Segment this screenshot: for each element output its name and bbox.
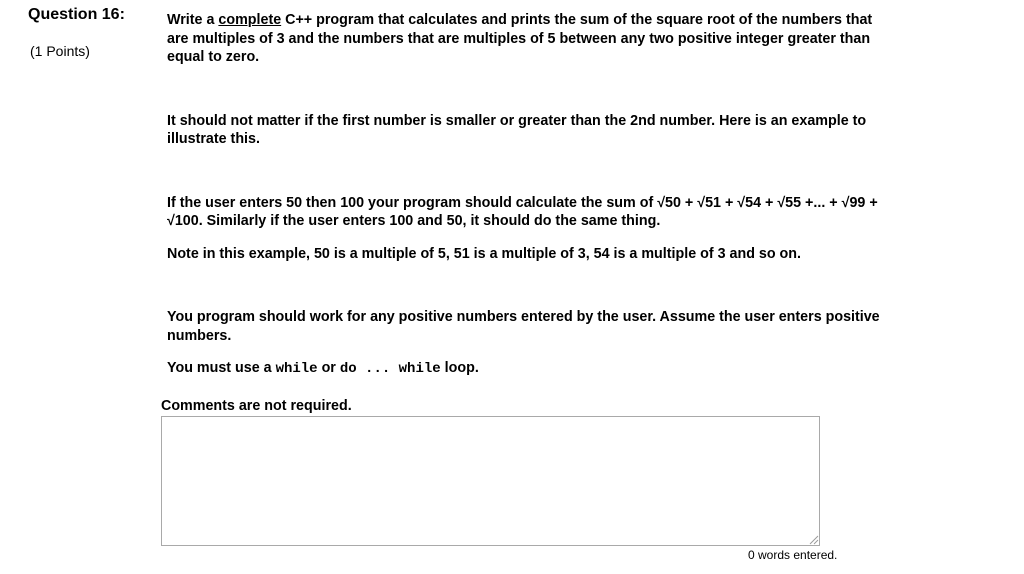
emphasis-complete: complete — [218, 12, 282, 28]
prompt-text: You must use a — [167, 360, 276, 376]
prompt-paragraph-4: Note in this example, 50 is a multiple of 5, 51 is a multiple of 3, 54 is a multiple of 3 and so on. — [167, 245, 801, 262]
comments-note: Comments are not required. — [161, 398, 352, 414]
question-label: Question 16: — [28, 6, 125, 23]
prompt-paragraph-5: You program should work for any positive numbers entered by the user. Assume the user enters positive numbers. — [167, 309, 880, 344]
prompt-text: or — [317, 360, 340, 376]
answer-textarea[interactable] — [161, 416, 820, 546]
code-do-while: do ... while — [339, 361, 441, 377]
prompt-paragraph-6 — [167, 359, 887, 379]
prompt-paragraph-2: It should not matter if the first number is smaller or greater than the 2nd number. Here is an example to illustrate this. — [167, 112, 867, 147]
question-points: (1 Points) — [30, 43, 90, 59]
prompt-text: Write a — [167, 12, 219, 28]
prompt-text: C++ program that calculates and prints the sum of the square root of the numbers that are multiples of 3 and the numbers that are multiples of 5 between any two positive integer greater than equal to zero. — [167, 12, 873, 65]
question-prompt — [167, 11, 887, 379]
prompt-text: loop. — [440, 360, 479, 376]
code-while: while — [275, 361, 318, 377]
word-count: 0 words entered. — [748, 548, 838, 562]
prompt-paragraph-1 — [167, 11, 887, 67]
prompt-paragraph-3: If the user enters 50 then 100 your program should calculate the sum of √50 + √51 + √54 + √55 +... + √99 + √100. Similarly if the user enters 100 and 50, it should do the same thing. — [167, 194, 878, 229]
